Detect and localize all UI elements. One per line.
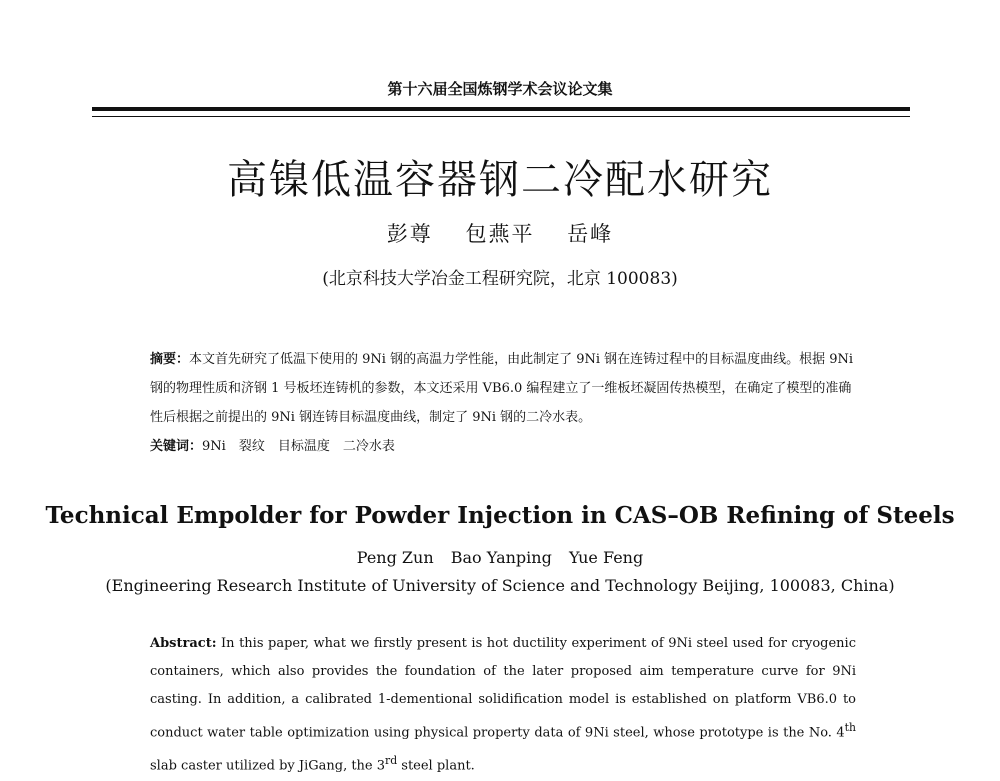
english-abstract-text: slab caster utilized by JiGang, the 3 bbox=[150, 758, 386, 774]
chinese-abstract-paragraph bbox=[150, 345, 856, 432]
english-abstract-paragraph bbox=[150, 630, 856, 781]
chinese-affiliation: (北京科技大学冶金工程研究院，北京 100083) bbox=[322, 269, 678, 289]
chinese-author: 岳峰 bbox=[567, 222, 614, 246]
header-rule-thick bbox=[92, 107, 910, 111]
chinese-keywords-label: 关键词： bbox=[150, 439, 203, 454]
chinese-keywords bbox=[150, 432, 856, 461]
english-abstract bbox=[150, 630, 856, 781]
chinese-title: 高镍低温容器钢二冷配水研究 bbox=[227, 157, 773, 203]
chinese-author: 包燕平 bbox=[465, 222, 535, 246]
superscript: rd bbox=[385, 754, 398, 768]
superscript: th bbox=[844, 721, 856, 734]
header-rule-thin bbox=[92, 116, 910, 117]
english-authors bbox=[0, 548, 1000, 567]
english-abstract-text: In this paper, what we firstly present is hot ductility experiment of 9Ni steel used for cryogenic containers, which also provides the foundation of the later proposed aim temperature curve for 9Ni casting. In addition, a calibrated 1-dementional solidification model is established on platform VB6.0 to conduct water table optimization using physical property data of 9Ni steel, whose prototype is the No. 4 bbox=[150, 636, 856, 741]
english-abstract-text: steel plant. bbox=[397, 758, 475, 774]
proceedings-header: 第十六届全国炼钢学术会议论文集 bbox=[387, 80, 613, 98]
chinese-authors bbox=[0, 218, 1000, 248]
chinese-author: 彭尊 bbox=[386, 222, 433, 246]
chinese-abstract bbox=[150, 345, 856, 461]
english-author: Peng Zun bbox=[356, 548, 434, 567]
english-abstract-label: Abstract: bbox=[150, 636, 217, 651]
chinese-keywords-text: 9Ni 裂纹 目标温度 二冷水表 bbox=[202, 439, 395, 454]
english-affiliation: (Engineering Research Institute of University of Science and Technology Beijing, 100083, China) bbox=[105, 576, 895, 595]
english-title: Technical Empolder for Powder Injection in CAS–OB Refining of Steels bbox=[45, 502, 955, 529]
chinese-abstract-text: 本文首先研究了低温下使用的 9Ni 钢的高温力学性能，由此制定了 9Ni 钢在连铸过程中的目标温度曲线。根据 9Ni 钢的物理性质和济钢 1 号板坯连铸机的参数，本文还采用 VB6.0 编程建立了一维板坯凝固传热模型，在确定了模型的准确性后根据之前提出的 9Ni 钢连铸目标温度曲线，制定了 9Ni 钢的二冷水表。 bbox=[150, 352, 854, 425]
english-author: Bao Yanping bbox=[450, 548, 552, 567]
chinese-abstract-label: 摘要： bbox=[150, 352, 190, 367]
english-author: Yue Feng bbox=[568, 548, 644, 567]
